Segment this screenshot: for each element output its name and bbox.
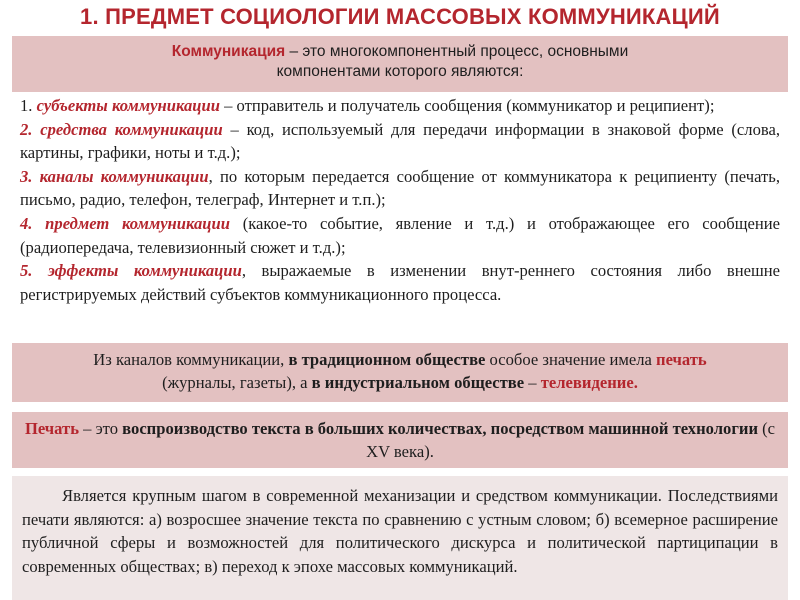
print-text: (с XV века). [366, 419, 776, 461]
definition-line1: – это многокомпонентный процесс, основными [285, 43, 629, 60]
channels-text: Из каналов коммуникации, [93, 350, 289, 369]
list-item [20, 212, 780, 259]
channels-text: особое значение имела [485, 350, 657, 369]
industrial-society: в индустриальном обществе [311, 373, 525, 392]
item-text: – отправитель и получатель сообщения (коммуникатор и реципиент); [219, 96, 715, 115]
item-text: , по которым передается сообщение от коммуникатора к реципиенту (печать, письмо, радио, телефон, телеграф, Интернет и т.п.); [20, 166, 780, 210]
body-paragraph: Является крупным шагом в современной механизации и средством коммуникации. Последствиями печати являются: а) возросшее значение текста по сравнению с устным словом; б) всемерное расширение публичной сферы и возможностей для политического дискурса и политической партиципации в современных обществах; в) переход к эпохе массовых коммуникаций. [22, 486, 778, 576]
item-text: – код, используемый для передачи информации в знаковой форме (слова, картины, графики, ноты и т.д.); [20, 119, 780, 163]
list-item [20, 118, 780, 165]
item-text: (какое-то событие, явление и т.д.) и отображающее его сообщение (радиопередача, телевизионный сюжет и т.д.); [20, 213, 780, 257]
television-highlight: телевидение. [540, 373, 638, 392]
channels-panel [12, 343, 788, 402]
components-list [20, 94, 780, 306]
list-item [20, 165, 780, 212]
item-number: 4. [20, 213, 33, 233]
slide-title: 1. ПРЕДМЕТ СОЦИОЛОГИИ МАССОВЫХ КОММУНИКАЦИЙ [80, 4, 720, 29]
definition-term: Коммуникация [171, 43, 286, 60]
definition-panel [12, 36, 788, 92]
item-number: 1. [20, 96, 33, 115]
item-term: эффекты коммуникации [47, 261, 242, 281]
item-term: средства коммуникации [40, 119, 223, 139]
item-number: 2. [20, 119, 33, 139]
print-term: Печать [24, 419, 79, 438]
item-number: 5. [20, 261, 33, 281]
item-number: 3. [20, 166, 33, 186]
traditional-society: в традиционном обществе [288, 350, 486, 369]
list-item [20, 259, 780, 306]
item-term: предмет коммуникации [45, 213, 230, 233]
item-term: субъекты коммуникации [36, 96, 220, 115]
channels-text: – [524, 373, 541, 392]
definition-line2: компонентами которого являются: [276, 63, 524, 80]
list-item [20, 94, 780, 118]
item-text: , выражаемые в изменении внут-реннего состояния либо внешне регистрируемых действий субъектов коммуникационного процесса. [20, 261, 780, 304]
print-definition-bold: воспроизводство текста в больших количествах, посредством машинной технологии [122, 419, 758, 438]
print-text: – это [78, 419, 123, 438]
print-highlight: печать [656, 350, 707, 369]
item-term: каналы коммуникации [39, 166, 209, 186]
channels-text: (журналы, газеты), а [162, 373, 312, 392]
print-definition-panel [12, 412, 788, 468]
